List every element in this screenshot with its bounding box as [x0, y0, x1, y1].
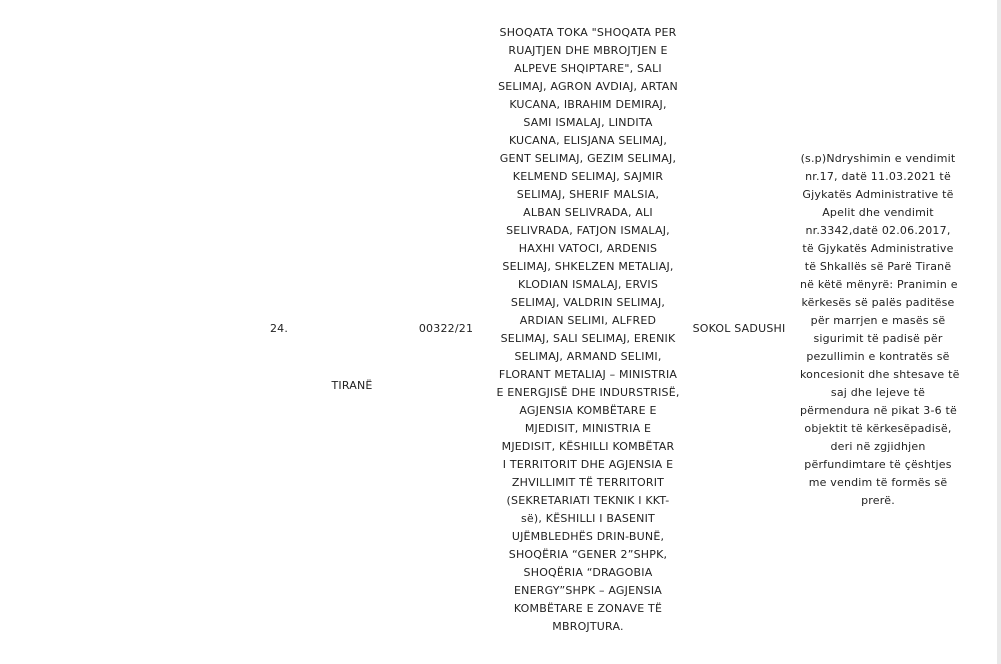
parties-line: I TERRITORIT DHE AGJENSIA E: [502, 458, 674, 471]
object-line: përmendura në pikat 3-6 të: [800, 404, 957, 417]
case-number: 00322/21: [418, 322, 474, 335]
object-line: deri në zgjidhjen: [830, 440, 926, 453]
parties-line: (SEKRETARIATI TEKNIK I KKT-: [506, 494, 670, 507]
court-city: TIRANË: [331, 379, 373, 392]
parties-line: ALBAN SELIVRADA, ALI: [523, 206, 653, 219]
object-line: me vendim të formës së: [808, 476, 948, 489]
parties-line: SHOQËRIA “DRAGOBIA: [523, 566, 653, 579]
parties-line: RUAJTJEN DHE MBROJTJEN E: [508, 44, 668, 57]
parties-line: SELIMAJ, SHERIF MALSIA,: [516, 188, 660, 201]
object-line: të Gjykatës Administrative: [802, 242, 954, 255]
object-line: përfundimtare të çështjes: [804, 458, 952, 471]
object-line: në këtë mënyrë: Pranimin e: [800, 278, 958, 291]
object-line: objektit të kërkesëpadisë,: [804, 422, 952, 435]
object-line: Gjykatës Administrative të: [802, 188, 954, 201]
parties-line: SAMI ISMALAJ, LINDITA: [523, 116, 653, 129]
parties-line: ALPEVE SHQIPTARE", SALI: [514, 62, 662, 75]
parties-line: FLORANT METALIAJ – MINISTRIA: [498, 368, 678, 381]
object-line: të Shkallës së Parë Tiranë: [804, 260, 952, 273]
parties-line: SELIMAJ, SALI SELIMAJ, ERENIK: [500, 332, 676, 345]
parties-line: KOMBËTARE E ZONAVE TË: [513, 602, 663, 615]
parties-line: ARDIAN SELIMI, ALFRED: [519, 314, 657, 327]
parties-line: MJEDISIT, KËSHILLI KOMBËTAR: [501, 440, 675, 453]
row-number: 24.: [269, 322, 289, 335]
parties-line: SELIMAJ, ARMAND SELIMI,: [514, 350, 662, 363]
object-line: për marrjen e masës së: [810, 314, 946, 327]
parties-line: GENT SELIMAJ, GEZIM SELIMAJ,: [499, 152, 677, 165]
parties-cell: [496, 24, 680, 636]
parties-line: E ENERGJISË DHE INDURSTRISË,: [496, 386, 680, 399]
object-line: nr.17, datë 11.03.2021 të: [805, 170, 951, 183]
parties-line: MBROJTURA.: [552, 620, 624, 633]
object-line: prerë.: [861, 494, 895, 507]
parties-line: SELIMAJ, VALDRIN SELIMAJ,: [510, 296, 666, 309]
parties-line: KLODIAN ISMALAJ, ERVIS: [517, 278, 659, 291]
parties-line: AGJENSIA KOMBËTARE E: [519, 404, 657, 417]
parties-line: ENERGY”SHPK – AGJENSIA: [514, 584, 662, 597]
case-object-cell: [800, 150, 960, 510]
object-line: koncesionit dhe shtesave të: [800, 368, 960, 381]
object-line: saj dhe lejeve të: [830, 386, 926, 399]
parties-line: së), KËSHILLI I BASENIT: [521, 512, 655, 525]
parties-line: KELMEND SELIMAJ, SAJMIR: [512, 170, 664, 183]
object-line: (s.p)Ndryshimin e vendimit: [800, 152, 956, 165]
judge-name: SOKOL SADUSHI: [692, 322, 786, 335]
object-line: pezullimin e kontratës së: [806, 350, 950, 363]
parties-line: ZHVILLIMIT TË TERRITORIT: [511, 476, 665, 489]
parties-line: HAXHI VATOCI, ARDENIS: [518, 242, 658, 255]
parties-line: SELIMAJ, AGRON AVDIAJ, ARTAN: [498, 80, 678, 93]
parties-line: SHOQËRIA “GENER 2”SHPK,: [508, 548, 668, 561]
parties-line: KUCANA, IBRAHIM DEMIRAJ,: [509, 98, 667, 111]
parties-line: UJËMBLEDHËS DRIN-BUNË,: [511, 530, 665, 543]
object-line: Apelit dhe vendimit: [822, 206, 934, 219]
parties-line: KUCANA, ELISJANA SELIMAJ,: [508, 134, 668, 147]
object-line: nr.3342,datë 02.06.2017,: [805, 224, 951, 237]
parties-line: SELIVRADA, FATJON ISMALAJ,: [506, 224, 670, 237]
parties-line: MJEDISIT, MINISTRIA E: [524, 422, 652, 435]
object-line: kërkesës së palës paditëse: [801, 296, 955, 309]
window-scrollbar[interactable]: [997, 0, 1001, 664]
parties-line: SHOQATA TOKA "SHOQATA PER: [499, 26, 677, 39]
parties-line: SELIMAJ, SHKELZEN METALIAJ,: [502, 260, 674, 273]
object-line: sigurimit të padisë për: [813, 332, 943, 345]
